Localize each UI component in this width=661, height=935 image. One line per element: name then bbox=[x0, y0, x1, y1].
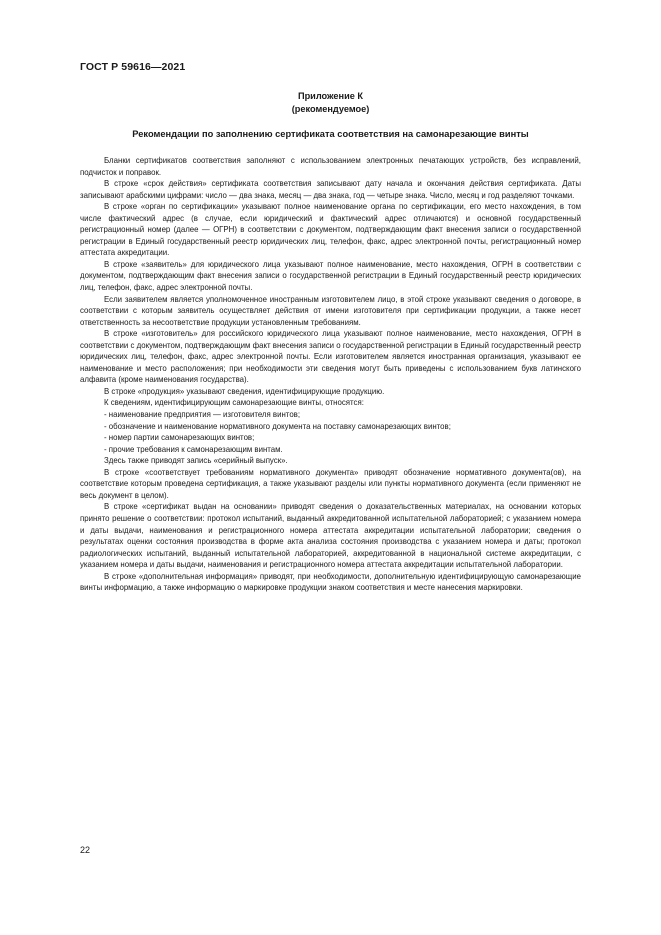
paragraph: К сведениям, идентифицирующим самонарезающие винты, относятся: bbox=[104, 398, 364, 408]
paragraph: Если заявителем является уполномоченное иностранным изготовителем лицо, в этой строке указывают сведения о договоре, в соответствии с которым заявитель осуществляет действия от имени изготовителя при сертификации продукции, а также несет ответственность за несоответствие продукции установленным требованиям. bbox=[80, 294, 581, 327]
page-number: 22 bbox=[80, 845, 91, 855]
annex-title: Рекомендации по заполнению сертификата соответствия на самонарезающие винты bbox=[132, 129, 529, 139]
list-item: - номер партии самонарезающих винтов; bbox=[104, 433, 255, 443]
paragraph: Здесь также приводят запись «серийный выпуск». bbox=[104, 456, 288, 466]
annex-status: (рекомендуемое) bbox=[291, 104, 370, 114]
paragraph: В строке «заявитель» для юридического лица указывают полное наименование, место нахождения, ОГРН в соответствии с документом, подтверждающим факт внесения записи о государственной регистрации в Единый государственный реестр юридических лиц, телефон, факс, адрес электронной почты. bbox=[80, 259, 581, 293]
paragraph: В строке «дополнительная информация» приводят, при необходимости, дополнительную идентифицирующую самонарезающие винты информацию, а также информацию о маркировке продукции знаком соответствия и месте нанесения маркировки. bbox=[80, 571, 581, 593]
annex-heading bbox=[80, 90, 581, 116]
paragraph: Бланки сертификатов соответствия заполняют с использованием электронных печатающих устройств, без исправлений, подчисток и поправок. bbox=[80, 156, 581, 177]
paragraph: В строке «орган по сертификации» указывают полное наименование органа по сертификации, его место нахождения, в том числе фактический адрес (в случае, если юридический и фактический адрес отличаются) и основной государственный регистрационный номер (далее — ОГРН) в соответствии с документом, подтверждающим факт внесения записи о государственной регистрации в Единый государственный реестр юридических лиц, телефон, факс, адрес электронной почты, регистрационный номер аттестата аккредитации. bbox=[80, 202, 581, 258]
paragraph: В строке «срок действия» сертификата соответствия записывают дату начала и окончания действия сертификата. Даты записывают арабскими цифрами: число — два знака, месяц — два знака, год — четыре знака. Число, месяц и год разделяют точками. bbox=[80, 179, 581, 200]
paragraph: В строке «сертификат выдан на основании» приводят сведения о доказательственных материалах, на основании которых принято решение о соответствии: протокол испытаний, выданный аккредитованной испытательной лабораторией; с указанием номера и даты выдачи, наименования и регистрационного номера аттестата аккредитации испытательной лаборатории; сведения о результатах оценки состояния производства в форме акта анализа состояния производства с указанием номера и даты; протокол радиологических испытаний, выданный испытательной лабораторией, аккредитованной в национальной системе аккредитации, с указанием номера и даты выдачи, наименования и регистрационного номера аттестата аккредитации испытательной лаборатории. bbox=[80, 502, 581, 570]
list-item: - прочие требования к самонарезающим винтам. bbox=[104, 444, 283, 454]
list-item: - обозначение и наименование нормативного документа на поставку самонарезающих винтов; bbox=[104, 421, 451, 431]
body-text bbox=[80, 155, 581, 594]
paragraph: В строке «изготовитель» для российского юридического лица указывают полное наименование, место нахождения, ОГРН в соответствии с документом, подтверждающим факт внесения записи о государственной регистрации в Единый государственный реестр юридических лиц, телефон, факс, адрес электронной почты. Если изготовителем является иностранная организация, указывают ее наименование и место расположения; при необходимости эти сведения могут быть приведены с использованием букв латинского алфавита (кроме наименования государства). bbox=[80, 329, 581, 385]
list-item: - наименование предприятия — изготовителя винтов; bbox=[104, 410, 301, 420]
paragraph: В строке «продукция» указывают сведения, идентифицирующие продукцию. bbox=[104, 386, 385, 396]
standard-code: ГОСТ Р 59616—2021 bbox=[80, 61, 186, 73]
paragraph: В строке «соответствует требованиям нормативного документа» приводят обозначение нормативного документа(ов), на соответствие которым проведена сертификация, а также указывают разделы или пункты нормативного документа (если применяют не весь документ в целом). bbox=[80, 467, 581, 500]
annex-label: Приложение К bbox=[297, 91, 364, 101]
